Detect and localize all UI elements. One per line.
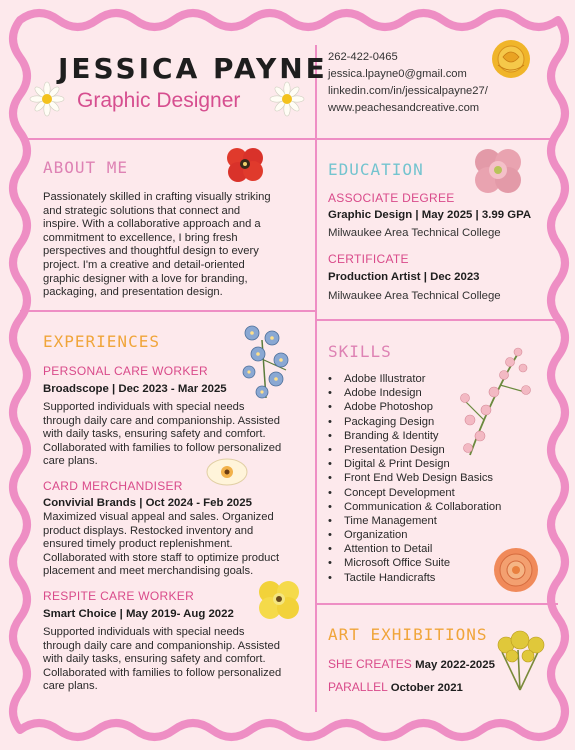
job-title: CARD MERCHANDISER (43, 479, 183, 493)
bullet: • (328, 443, 332, 456)
skill-item (328, 528, 501, 542)
job-meta: Smart Choice | May 2019- Aug 2022 (43, 608, 234, 620)
education-heading: EDUCATION (328, 160, 424, 179)
skill-item (328, 457, 501, 471)
bullet: • (328, 458, 332, 471)
bullet: • (328, 514, 332, 527)
bullet: • (328, 387, 332, 400)
job-line: Supported individuals with special needs (43, 401, 245, 413)
bullet: • (328, 500, 332, 513)
about-line: inspire. With a collaborative approach and a (43, 218, 261, 231)
bullet: • (328, 401, 332, 414)
bullet: • (328, 529, 332, 542)
skills-list (328, 372, 501, 585)
job-title: PERSONAL CARE WORKER (43, 364, 208, 378)
about-line: project. I'm a creative and detail-oriented (43, 258, 245, 271)
education-detail: Production Artist | Dec 2023 (328, 271, 480, 283)
skill-item (328, 556, 501, 570)
about-line: packaging, and presentation design. (43, 286, 223, 299)
job-title: RESPITE CARE WORKER (43, 589, 195, 603)
skill-item (328, 514, 501, 528)
skill-label: Tactile Handicrafts (344, 571, 436, 584)
skill-item (328, 429, 501, 443)
job-meta: Broadscope | Dec 2023 - Mar 2025 (43, 383, 227, 395)
bullet: • (328, 415, 332, 428)
skill-label: Organization (344, 529, 408, 542)
about-paragraph (43, 191, 271, 300)
contact-linkedin[interactable]: linkedin.com/in/jessicalpayne27/ (328, 85, 488, 97)
bullet: • (328, 571, 332, 584)
skill-label: Time Management (344, 514, 437, 527)
skill-item (328, 400, 501, 414)
skill-label: Front End Web Design Basics (344, 472, 494, 485)
skill-item (328, 443, 501, 457)
education-detail: Graphic Design | May 2025 | 3.99 GPA (328, 209, 532, 221)
job-line: care plans. (43, 680, 98, 693)
job-line: through daily care and companionship. Assisted (43, 414, 280, 427)
contact-email[interactable]: jessica.lpayne0@gmail.com (328, 68, 467, 80)
candidate-name: JESSICA PAYNE (58, 52, 328, 85)
exhibition-date: May 2022-2025 (415, 659, 495, 671)
bullet: • (328, 543, 332, 556)
education-title: CERTIFICATE (328, 252, 409, 266)
job-meta: Convivial Brands | Oct 2024 - Feb 2025 (43, 497, 252, 509)
bullet: • (328, 557, 332, 570)
skill-item (328, 486, 501, 500)
skill-item (328, 386, 501, 400)
job-line: Supported individuals with special needs (43, 626, 245, 638)
exhibition-title: SHE CREATES (328, 657, 412, 671)
about-line: commitment to excellence, I bring fresh (43, 231, 238, 244)
contact-phone: 262-422-0465 (328, 51, 398, 63)
skill-label: Branding & Identity (344, 429, 439, 442)
contact-website[interactable]: www.peachesandcreative.com (328, 102, 480, 114)
exhibition-item (328, 680, 463, 694)
education-school: Milwaukee Area Technical College (328, 227, 501, 239)
skill-label: Adobe Illustrator (344, 373, 426, 385)
skills-heading: SKILLS (328, 342, 392, 361)
education-school: Milwaukee Area Technical College (328, 290, 501, 302)
skill-label: Presentation Design (344, 443, 445, 456)
skill-label: Concept Development (344, 486, 455, 499)
skill-item (328, 571, 501, 585)
job-description (43, 401, 281, 469)
job-description (43, 511, 279, 579)
about-line: and strategic solutions that connect and (43, 204, 241, 217)
skill-item (328, 542, 501, 556)
job-line: product displays. Restocked inventory and (43, 524, 254, 537)
skill-item (328, 372, 501, 386)
skill-item (328, 500, 501, 514)
about-heading: ABOUT ME (43, 158, 129, 177)
job-line: with daily tasks, ensuring safety and comfort. (43, 653, 266, 666)
skill-label: Communication & Collaboration (344, 500, 502, 513)
job-line: Collaborated with families to follow personalized (43, 441, 282, 454)
bullet: • (328, 429, 332, 442)
job-line: Collaborated with families to follow personalized (43, 666, 282, 679)
skill-label: Digital & Print Design (344, 458, 450, 471)
education-title: ASSOCIATE DEGREE (328, 191, 455, 205)
job-description (43, 626, 281, 694)
bullet: • (328, 472, 332, 485)
job-line: Maximized visual appeal and sales. Organized (43, 511, 274, 523)
job-line: with daily tasks, ensuring safety and comfort. (43, 428, 266, 441)
exhibitions-heading: ART EXHIBITIONS (328, 625, 488, 644)
job-line: ensured timely product replenishment. (43, 538, 233, 551)
job-line: placement and meet merchandising goals. (43, 565, 254, 578)
skill-item (328, 415, 501, 429)
job-line: Collaborated with store staff to optimize product (43, 551, 280, 564)
skill-label: Adobe Indesign (344, 387, 422, 400)
bullet: • (328, 373, 332, 385)
job-line: through daily care and companionship. Assisted (43, 639, 280, 652)
exhibition-item (328, 657, 495, 671)
about-line: perspectives and thoughtful design to every (43, 245, 259, 258)
skill-label: Microsoft Office Suite (344, 557, 451, 570)
skill-label: Packaging Design (344, 415, 435, 428)
skill-label: Attention to Detail (344, 543, 433, 556)
bullet: • (328, 486, 332, 499)
skill-item (328, 471, 501, 485)
exhibition-title: PARALLEL (328, 680, 388, 694)
about-line: graphic designer with a love for branding, (43, 272, 248, 285)
candidate-title: Graphic Designer (77, 89, 241, 112)
skill-label: Adobe Photoshop (344, 401, 433, 414)
experiences-heading: EXPERIENCES (43, 332, 160, 351)
job-line: care plans. (43, 455, 98, 468)
about-line: Passionately skilled in crafting visually striking (43, 191, 271, 203)
exhibition-date: October 2021 (390, 682, 463, 694)
